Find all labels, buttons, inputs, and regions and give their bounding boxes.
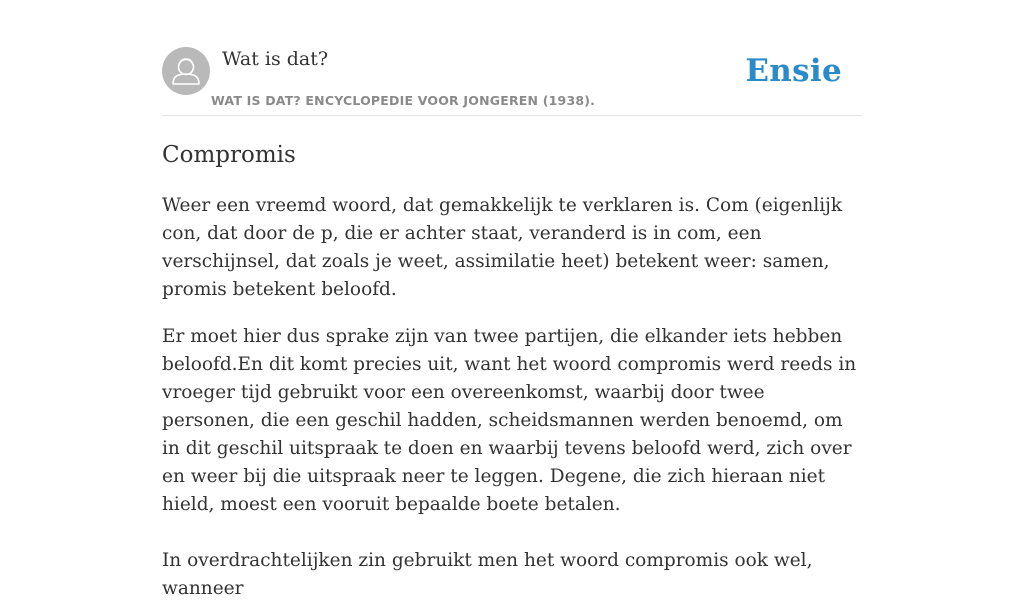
article [162, 140, 862, 603]
source-header [162, 47, 862, 116]
article-paragraph: Weer een vreemd woord, dat gemakkelijk te verklaren is. Com (eigenlijk con, dat door de p, die er achter staat, veranderd is in com, een verschijnsel, dat zoals je weet, assimilatie heet) betekent weer: samen, promis betekent beloofd. [162, 195, 843, 300]
source-avatar[interactable] [162, 47, 210, 95]
ensie-logo[interactable]: Ensie [745, 53, 842, 89]
source-subtitle[interactable]: WAT IS DAT? ENCYCLOPEDIE VOOR JONGEREN (1938). [211, 93, 596, 108]
source-title[interactable]: Wat is dat? [222, 48, 329, 70]
user-icon [162, 47, 210, 95]
article-title: Compromis [162, 142, 296, 168]
article-paragraph: Er moet hier dus sprake zijn van twee partijen, die elkander iets hebben beloofd.En dit komt precies uit, want het woord compromis werd reeds in vroeger tijd gebruikt voor een overeenkomst, waarbij door twee personen, die een geschil hadden, scheidsmannen werden benoemd, om in dit geschil uitspraak te doen en waarbij tevens beloofd werd, zich over en weer bij die uitspraak neer te leggen. Degene, die zich hieraan niet hield, moest een vooruit bepaalde boete betalen. In overdrachtelijken zin gebruikt men het woord compromis ook wel, wanneer [162, 326, 857, 599]
